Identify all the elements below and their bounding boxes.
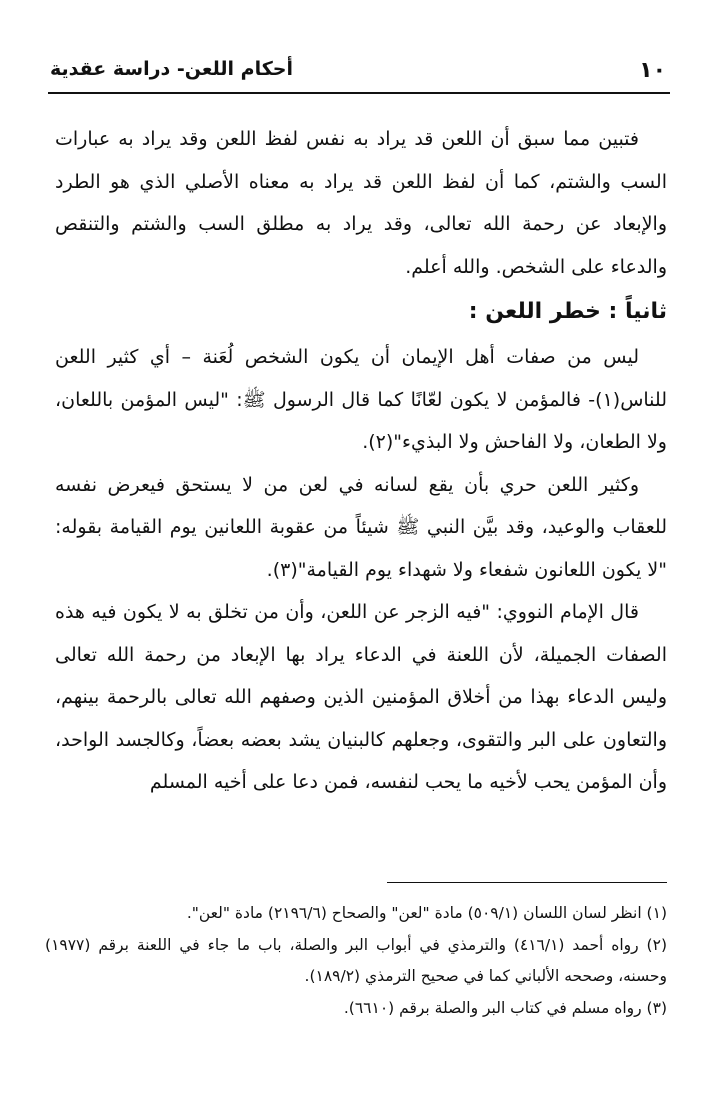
paragraph-2: ليس من صفات أهل الإيمان أن يكون الشخص لُعَنة – أي كثير اللعن للناس(١)- فالمؤمن لا يكون لعّانًا كما قال الرسول ﷺ: "ليس المؤمن باللعان، ولا الطعان، ولا الفاحش ولا البذيء"(٢). xyxy=(55,346,667,453)
footnote-1: (١) انظر لسان اللسان (٥٠٩/١) مادة "لعن" والصحاح (٢١٩٦/٦) مادة "لعن". xyxy=(186,904,667,922)
footnote-2: (٢) رواه أحمد (٤١٦/١) والترمذي في أبواب البر والصلة، باب ما جاء في اللعنة برقم (١٩٧٧) وحسنه، وصححه الألباني كما في صحيح الترمذي (١٨٩/٢). xyxy=(45,935,667,985)
section-heading: ثانياً : خطر اللعن : xyxy=(468,299,667,324)
paragraph-1: فتبين مما سبق أن اللعن قد يراد به نفس لفظ اللعن وقد يراد به عبارات السب والشتم، كما أن لفظ اللعن قد يراد به معناه الأصلي الذي هو الطرد والإبعاد عن رحمة الله تعالى، وقد يراد به مطلق السب والشتم والتنقص والدعاء على الشخص. والله أعلم. xyxy=(55,128,667,278)
paragraph-4: قال الإمام النووي: "فيه الزجر عن اللعن، وأن من تخلق به لا يكون فيه هذه الصفات الجميلة، لأن اللعنة في الدعاء يراد بها الإبعاد من رحمة الله تعالى وليس الدعاء بهذا من أخلاق المؤمنين الذين وصفهم الله تعالى بالرحمة بينهم، والتعاون على البر والتقوى، وجعلهم كالبنيان يشد بعضه بعضاً، وكالجسد الواحد، وأن المؤمن يحب لأخيه ما يحب لنفسه، فمن دعا على أخيه المسلم xyxy=(55,601,667,793)
page-number: ١٠ xyxy=(639,58,666,83)
book-title: أحكام اللعن- دراسة عقدية xyxy=(50,58,293,80)
footnote-3: (٣) رواه مسلم في كتاب البر والصلة برقم (٦٦١٠). xyxy=(343,998,667,1017)
footnotes xyxy=(45,898,667,1024)
main-text xyxy=(55,118,667,804)
paragraph-3: وكثير اللعن حري بأن يقع لسانه في لعن من لا يستحق فيعرض نفسه للعقاب والوعيد، وقد بيَّن النبي ﷺ شيئاً من عقوبة اللعانين يوم القيامة بقوله: "لا يكون اللعانون شفعاء ولا شهداء يوم القيامة"(٣). xyxy=(55,473,667,581)
running-header xyxy=(50,50,670,94)
footnote-divider xyxy=(387,882,667,883)
header-divider xyxy=(48,92,670,94)
